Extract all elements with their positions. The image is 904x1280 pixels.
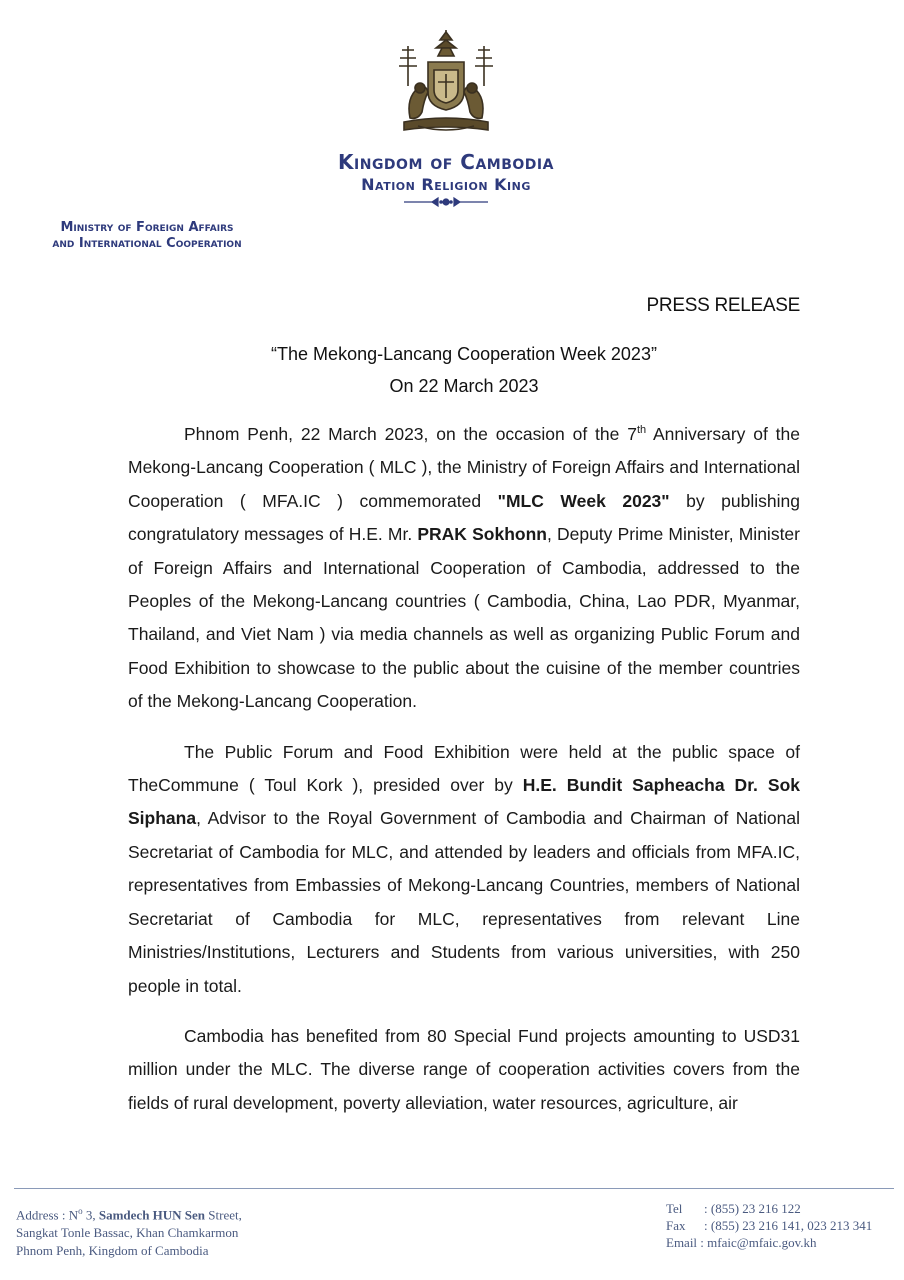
address-line-2: Sangkat Tonle Bassac, Khan Chamkarmon [16,1225,239,1241]
footer-divider [14,1188,894,1189]
contact-email: Email : mfaic@mfaic.gov.kh [666,1235,817,1250]
document-date: On 22 March 2023 [389,376,539,396]
footer-address [16,1202,336,1260]
mlc-week-highlight: "MLC Week 2023" [497,490,670,511]
paragraph-2: The Public Forum and Food Exhibition were held at the public space of TheCommune ( Toul Kork ), presided over by H.E. Bundit Sapheacha Dr. Sok Siphana, Advisor to the Royal Government of Cambodia and Chairman of National Secretariat of Cambodia for MLC, and attended by leaders and officials from MFA.IC, representatives from Embassies of Mekong-Lancang Countries, members of National Secretariat of Cambodia for MLC, representatives from relevant Line Ministries/Institutions, Lecturers and Students from various universities, with 250 people in total. [128,741,800,996]
contact-tel: Tel : (855) 23 216 122 [666,1201,801,1216]
ministry-line-1: Ministry of Foreign Affairs [60,220,234,235]
contact-fax: Fax : (855) 23 216 141, 023 213 341 [666,1218,873,1233]
royal-coat-of-arms-icon [388,26,504,138]
address-line-1: Address : $N^o$ 3, Samdech HUN Sen Street, [16,1206,242,1223]
letterhead-ministry [16,220,278,252]
address-line-3: Phnom Penh, Kingdom of Cambodia [16,1243,209,1259]
presiding-official-name: H.E. Bundit Sapheacha Dr. Sok Siphana [128,775,800,829]
document-title-block [128,338,800,402]
paragraph-3: Cambodia has benefited from 80 Special Fund projects amounting to USD31 million under the MLC. The diverse range of cooperation activities covers from the fields of rural development, poverty alleviation, water resources, agriculture, air [128,1025,800,1113]
press-release-label: PRESS RELEASE [646,295,800,316]
paragraph-1: Phnom Penh, 22 March 2023, on the occasion of the 7th Anniversary of the Mekong-Lancang Cooperation ( MLC ), the Ministry of Foreign Affairs and International Cooperation ( MFA.IC ) commemorated "MLC Week 2023" by publishing congratulatory messages of H.E. Mr. PRAK Sokhonn, Deputy Prime Minister, Minister of Foreign Affairs and International Cooperation of Cambodia, addressed to the Peoples of the Mekong-Lancang countries ( Cambodia, China, Lao PDR, Myanmar, Thailand, and Viet Nam ) via media channels as well as organizing Public Forum and Food Exhibition to showcase to the public about the cuisine of the member countries of the Mekong-Lancang Cooperation. [128,424,800,712]
footer-contact [666,1200,902,1251]
press-release-body [128,418,800,1137]
minister-name: PRAK Sokhonn [417,524,547,545]
letterhead-kingdom [296,150,596,196]
document-title: “The Mekong-Lancang Cooperation Week 2023” [271,344,657,364]
ornament-divider-icon [402,196,490,208]
kingdom-motto: Nation Religion King [361,175,531,194]
email-link[interactable]: : mfaic@mfaic.gov.kh [700,1235,817,1250]
kingdom-title: Kingdom of Cambodia [338,150,554,174]
ministry-line-2: and International Cooperation [52,236,242,251]
